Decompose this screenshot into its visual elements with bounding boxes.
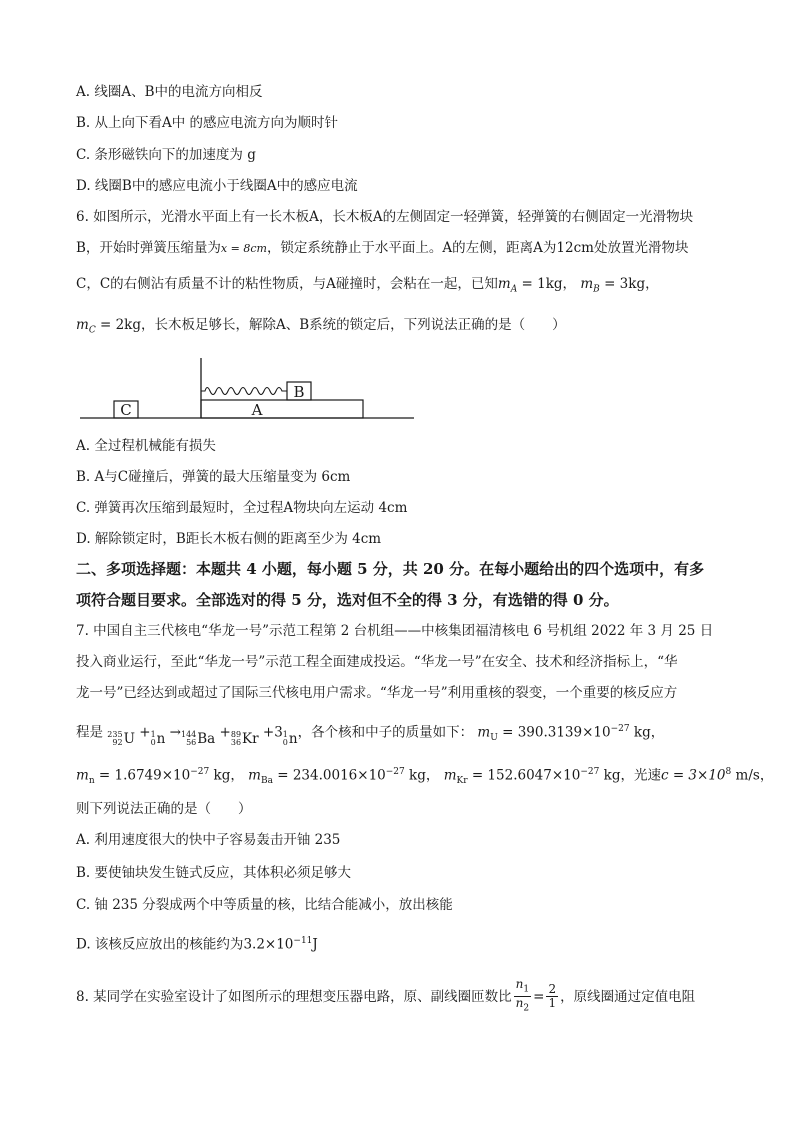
q7-option-d-text: D. 该核反应放出的核能约为 [76,936,244,953]
q5-option-b: B. 从上向下看A中 的感应电流方向为顺时针 [76,115,339,131]
mass-value: = 1.6749×10 [94,767,191,784]
light-speed-exp: 8 [725,767,732,777]
label-b: B [293,383,305,401]
mass-exp: −27 [580,767,600,777]
q5-option-a: A. 线圈A、B中的电流方向相反 [76,84,263,100]
mass-sub: Kr [456,776,468,787]
q6-option-c: C. 弹簧再次压缩到最短时，全过程A物块向左运动 4cm [76,500,408,516]
mass-symbol: m [76,767,89,784]
q6-diagram [76,352,421,424]
q6-mass-value: = 2kg [95,317,142,333]
section2-heading-line2: 项符合题目要求。全部选对的得 5 分，选对但不全的得 3 分，有选错的得 0 分。 [76,591,619,609]
q7-stem-line4: 程是 235 92 U + 1 0 n → 144 56 Ba + 89 36 Kr +3 1 0 n ，各个核和中子的质量如下： $m_U = 390.3139\times 10^{-27}$ kg， [76,724,665,747]
energy-value: 3.2×10 [243,936,294,953]
mass-unit: kg， [404,767,440,784]
equals-sign: = [533,988,545,1005]
ratio-value: $\frac{2}{1}$ [548,982,557,1011]
q6-mass-symbol: m [580,276,594,292]
q8-text: 8. 某同学在实验室设计了如图所示的理想变压器电路，原、副线圈匝数比 [76,988,512,1005]
q6-stem-line4 [76,316,566,340]
mass-exp: −27 [190,767,210,777]
mass-exp: −27 [610,724,630,734]
q6-mass-value: = 3kg， [599,276,659,292]
q7-stem-line6: 则下列说法正确的是（ ） [76,801,252,817]
mass-value: = 390.3139×10 [497,724,611,741]
q8-stem-line1 [76,978,695,1016]
q7-stem-line1: 7. 中国自主三代核电“华龙一号”示范工程第 2 台机组——中核集团福清核电 6 号机组 2022 年 3 月 25 日 [76,623,714,639]
nuclide-kr89: 89 36 Kr [230,729,259,747]
mass-exp: −27 [385,767,405,777]
mass-value: = 234.0016×10 [272,767,386,784]
q6-mass-sub: B [593,284,600,295]
spring [201,388,287,395]
q6-text: ，长木板足够长，解除A、B系统的锁定后，下列说法正确的是（ ） [141,317,566,333]
q5-option-d: D. 线圈B中的感应电流小于线圈A中的感应电流 [76,178,358,194]
q6-mass-sub: A [510,284,518,295]
mass-unit: kg， [629,724,665,741]
coefficient: 3 [274,724,283,741]
q7-text: 光速 [633,767,661,784]
q6-mass-sub: C [88,325,96,336]
q6-mass-symbol: m [497,276,511,292]
mass-sub: n [88,776,95,787]
light-speed: c = 3×10 [660,767,726,784]
q8-text: ，原线圈通过定值电阻 [560,988,696,1005]
q7-stem-line3: 龙一号”已经达到或超过了国际三代核电用户需求。“华龙一号”利用重核的裂变，一个重要的核反应方 [76,685,678,701]
nuclide-neutron: 1 0 n [282,729,298,747]
q6-option-b: B. A与C碰撞后，弹簧的最大压缩量变为 6cm [76,469,351,485]
q6-stem-line3 [76,275,659,299]
mass-symbol: m [248,767,261,784]
q6-option-d: D. 解除锁定时，B距长木板右侧的距离至少为 4cm [76,531,382,547]
q6-mass-value: = 1kg， [517,276,577,292]
section2-heading-line1: 二、多项选择题：本题共 4 小题，每小题 5 分，共 20 分。在每小题给出的四个选项中，有多 [76,560,705,578]
board-a [201,400,363,418]
q5-option-c: C. 条形磁铁向下的加速度为 g [76,147,256,163]
label-a: A [251,401,263,419]
mass-value: = 152.6047×10 [467,767,581,784]
energy-unit: J [312,936,318,953]
q6-text: C，C的右侧沾有质量不计的粘性物质，与A碰撞时，会粘在一起，已知 [76,276,498,292]
q6-stem-line1: 6. 如图所示，光滑水平面上有一长木板A，长木板A的左侧固定一轻弹簧，轻弹簧的右侧固定一光滑物块 [76,209,694,225]
light-speed-unit: m/s， [731,767,774,784]
mass-symbol: m [477,724,491,741]
mass-unit: kg， [209,767,244,784]
nuclide-ba144: 144 56 Ba [180,729,216,747]
q7-text: 程是 [76,724,103,741]
nuclide-neutron: 1 0 n [150,729,166,747]
energy-exp: −11 [293,936,313,946]
turns-ratio: $\frac{n_1}{n_2}$ [515,977,530,1014]
q7-stem-line2: 投入商业运行，至此“华龙一号”示范工程全面建成投运。“华龙一号”在安全、技术和经济指标上，“华 [76,654,678,670]
mass-unit: kg， [599,767,634,784]
q6-text: ，锁定系统静止于水平面上。A的左侧，距离A为12cm处放置光滑物块 [266,240,689,256]
mass-symbol: m [443,767,457,784]
label-c: C [120,401,132,419]
q6-text: B，开始时弹簧压缩量为 [76,240,221,256]
q6-mass-symbol: m [76,317,89,333]
q7-text: ，各个核和中子的质量如下： [297,724,474,741]
q6-x-value: x = 8cm [220,242,267,255]
arrow-icon: → [169,724,181,741]
q7-option-b: B. 要使铀块发生链式反应，其体积必须足够大 [76,865,352,881]
q6-stem-line2 [76,239,688,258]
mass-sub: Ba [260,776,273,787]
nuclide-u235: 235 92 U [107,729,135,747]
q7-option-c: C. 铀 235 分裂成两个中等质量的核，比结合能减小，放出核能 [76,897,453,913]
mass-sub: U [490,733,498,744]
q7-option-a: A. 利用速度很大的快中子容易轰击开铀 235 [76,832,341,848]
q6-option-a: A. 全过程机械能有损失 [76,438,216,454]
q7-option-d [76,932,318,954]
q7-stem-line5 [76,763,773,790]
